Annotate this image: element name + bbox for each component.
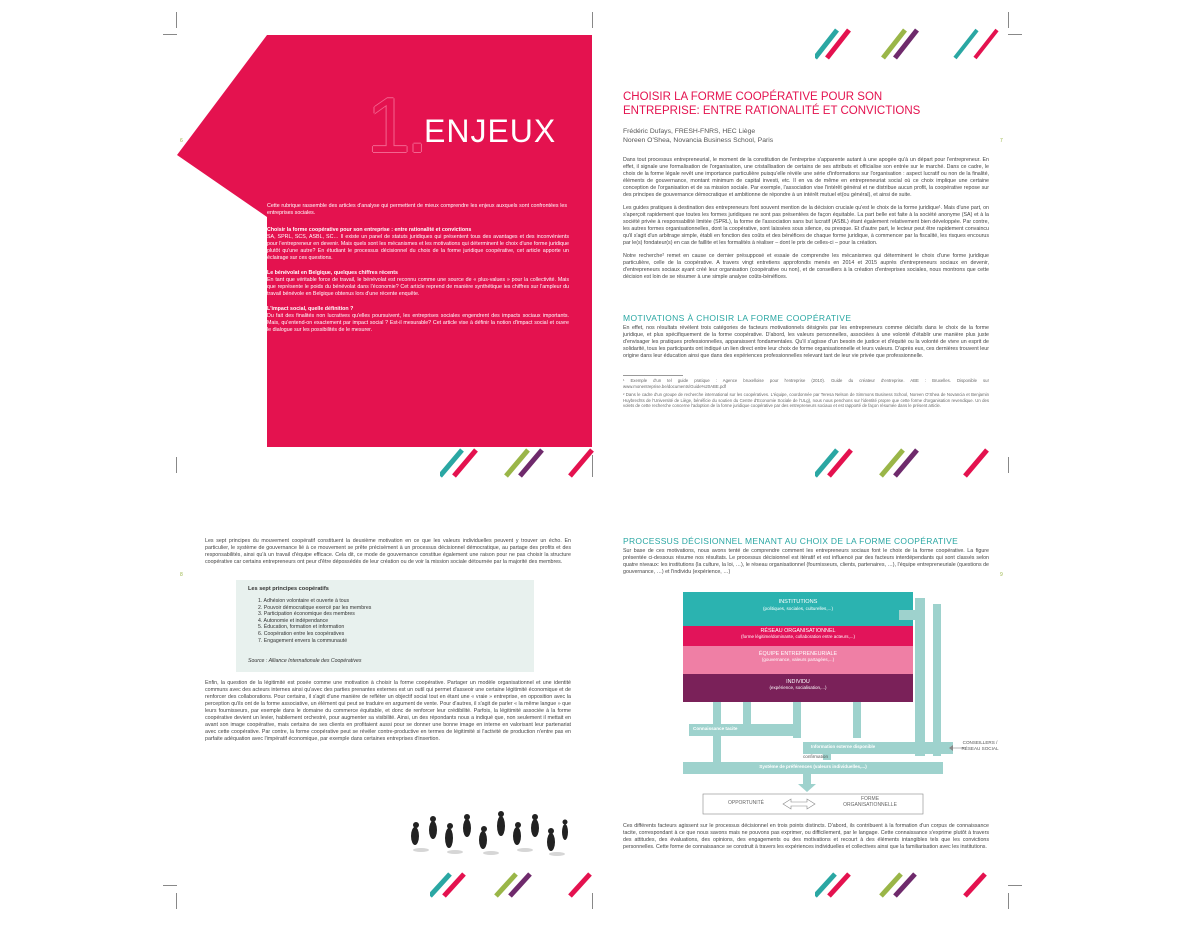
paragraph: Notre recherche² remet en cause ce dernier présupposé et essaie de comprendre les mécanismes qui déterminent le choix d'une forme juridique particulière, celle de la coopérative. A travers vingt entretiens approfondis menés en 2014 et 2015 auprès d'entrepreneurs sociaux en devenir, d'entrepreneurs sociaux ayant créé leur organisation (coopérative ou non), et de conseillers à la création d'entreprises sociales, nous montrons que cette décision est loin de se résumer à une simple analyse coûts-bénéfices. bbox=[623, 253, 989, 280]
enjeux-item-body: Du fait des finalités non lucratives qu'elles poursuivent, les entreprises sociales engendrent des impacts sociaux importants. Mais, qu'entend-on exactement par impact social ? Est-il mesurable? Cet article vise à définir la notion d'impact social et ouvre le dialogue sur les possibilités de le mesurer. bbox=[267, 313, 569, 333]
article-page-2 bbox=[177, 478, 592, 888]
page-title: ENJEUX bbox=[424, 113, 557, 149]
decision-diagram bbox=[653, 590, 999, 820]
principles-box-title: Les sept principes coopératifs bbox=[248, 586, 329, 592]
decorative-stripes-top-right bbox=[815, 28, 1015, 60]
principle-item: 7. Engagement envers la communauté bbox=[258, 637, 348, 644]
enjeux-item bbox=[267, 270, 569, 298]
author: Frédéric Dufays, FRESH-FNRS, HEC Liège bbox=[623, 128, 756, 135]
connaissance-label: Connaissance tacite bbox=[693, 726, 738, 731]
equipe-title: ÉQUIPE ENTREPRENEURIALE bbox=[758, 651, 838, 657]
principles-box bbox=[236, 580, 534, 672]
individu-sub: (expérience, socialisation,...) bbox=[769, 685, 827, 690]
opportunite-label: OPPORTUNITÉ bbox=[727, 800, 765, 806]
article-title bbox=[623, 90, 1003, 118]
crop-mark bbox=[1008, 12, 1009, 28]
article-title-line: ENTREPRISE: ENTRE RATIONALITÉ ET CONVICTIONS bbox=[623, 105, 921, 117]
paragraph: Enfin, la question de la légitimité est posée comme une motivation à choisir la forme coopérative. Partager un modèle organisationnel et une identité communs avec des acteurs internes ainsi qu'avec des parties prenantes externes est un outil qui permet d'asseoir une certaine légitimité économique et de renforcer des collaborations. Pour certains, il s'agit d'une manière de refléter un objectif social tout en étant une « vraie » entreprise, en opposition avec la perception qu'ils ont de la forme associative, un élément qui peut se traduire en argument de vente. Pour d'autres, il s'agit de parler « la même langue » que leurs fournisseurs, par exemple dans le domaine du commerce équitable, et donc de renforcer leur crédibilité. Parfois, la légitimité associée à la forme coopérative devient un levier, habilement orchestré, pour augmenter sa visibilité. Ainsi, un des répondants nous a indiqué que, non seulement il mettait en avant son image coopérative, mais certains de ses clients en profitaient aussi pour se donner une bonne image en interne en valorisant leur partenariat avec cette coopérative. Par contre, la forme coopérative peut se révéler contre-productive en termes de légitimité si l'activité de production n'entre pas en parfaite adéquation avec l'impératif économique, par exemple dans certaines entreprises d'insertion. bbox=[205, 680, 571, 742]
footnote-rule bbox=[623, 375, 683, 376]
enjeux-item-heading: Le bénévolat en Belgique, quelques chiffres récents bbox=[267, 270, 398, 276]
decorative-stripes-mid-left bbox=[440, 448, 610, 478]
principle-item: 4. Autonomie et indépendance bbox=[258, 617, 329, 624]
enjeux-intro: Cette rubrique rassemble des articles d'analyse qui permettent de mieux comprendre les enjeux auxquels sont confrontées les entreprises sociales. bbox=[267, 203, 567, 216]
principles-source: Source : Alliance Internationale des Coopératives bbox=[248, 658, 362, 664]
forme-line: FORME bbox=[860, 796, 880, 802]
paragraph: Sur base de ces motivations, nous avons tenté de comprendre comment les entrepreneurs sociaux font le choix de la forme coopérative. La figure présentée ci-dessous résume nos résultats. Le processus décisionnel est itératif et est influencé par des facteurs interdépendants qui sont classés selon quatre niveaux: les institutions (la culture, la loi, …), le réseau organisationnel (fournisseurs, clients, partenaires, …), l'équipe entrepreneuriale (questions de gouvernance, …) et l'individu (expérience, …) bbox=[623, 548, 989, 575]
principle-item: 6. Coopération entre les coopératives bbox=[258, 630, 345, 637]
forme-label bbox=[825, 796, 915, 808]
information-label: Information externe disponible bbox=[811, 744, 876, 749]
conseillers-line: RÉSEAU SOCIAL bbox=[961, 745, 999, 751]
enjeux-item bbox=[267, 227, 569, 262]
article-page-1 bbox=[593, 60, 1015, 450]
reseau-sub: (forme légitime/dominante, collaboration entre acteurs,...) bbox=[740, 634, 856, 639]
author: Noreen O'Shea, Novancia Business School, Paris bbox=[623, 137, 774, 144]
principle-item: 5. Éducation, formation et information bbox=[258, 624, 345, 631]
people-photo bbox=[405, 798, 575, 858]
equipe-sub: (gouvernance, valeurs partagées,...) bbox=[761, 657, 835, 662]
article-page-3 bbox=[593, 478, 1015, 888]
institutions-sub: (politiques, sociales, culturelles,...) bbox=[763, 606, 833, 611]
page-number-7: 7 bbox=[1000, 138, 1003, 144]
confirmation-label: confirmation bbox=[803, 754, 829, 759]
forme-line: ORGANISATIONNELLE bbox=[843, 802, 897, 808]
page-number-8: 8 bbox=[180, 572, 183, 578]
principle-item: 1. Adhésion volontaire et ouverte à tous bbox=[258, 598, 350, 604]
paragraph: Les guides pratiques à destination des entrepreneurs font souvent mention de la décision cruciale qu'est le choix de la forme juridique¹. Mais d'une part, on s'aperçoit rapidement que toutes les formes juridiques ne sont pas présentées de façon équitable. La part belle est faite à la société anonyme (SA) et à la société privée à responsabilité limitée (SPRL), la forme de l'association sans but lucratif (ASBL) étant également relativement bien développée. Par contre, les autres formes organisationnelles, dont la coopérative, sont laissées sous silence, ou presque. Et d'autre part, le lecteur peut être rapidement convaincu qu'il s'agit d'un arbitrage simple, établi en fonction des coûts et des bénéfices de chaque forme juridique, à commencer par la fiscalité, les risques encourus par le(s) fondateur(s) en cas de faillite et les formalités à réaliser – dont le prix de celles-ci – pour la création. bbox=[623, 205, 989, 246]
conseillers-line: CONSEILLERS / bbox=[962, 740, 998, 745]
principles-list bbox=[258, 598, 371, 644]
systeme-label: Système de préférences (valeurs individuelles,...) bbox=[759, 764, 867, 769]
enjeux-item-body: En tant que véritable force de travail, le bénévolat est reconnu comme une source de « plus-values » pour la collectivité. Mais que représente le poids du bénévolat dans l'économie? Cet article reprend de manière synthétique les chiffres sur l'ampleur du travail bénévole en Belgique obtenus lors d'une récente enquête. bbox=[267, 277, 569, 297]
crop-mark bbox=[176, 457, 177, 473]
section-paragraph: En effet, nos résultats révèlent trois catégories de facteurs motivationnels désignés par les entrepreneurs comme décisifs dans le choix de la forme juridique, et plus spécifiquement de la forme coopérative. D'abord, les valeurs personnelles, associées à une volonté d'établir une manière plus juste d'envisager les pratiques professionnelles, apparaissent fondamentales. Qu'il s'agisse d'un besoin de justice et d'équité ou la volonté de vivre un esprit de solidarité, tous les participants ont indiqué un lien direct entre leur choix de forme organisationnelle et leurs valeurs. D'après eux, ces dernières trouvent leur origine dans leur éducation ainsi que dans des expériences professionnelles relevant tant de leur vie privée que professionnelle. bbox=[623, 325, 989, 359]
footnote: ² Dans le cadre d'un groupe de recherche international sur les coopératives. L'équipe, coordonnée par Teresa Nelson de Simmons Business School, Noreen O'Shea de Novancia et Benjamin Huybrechts de l'Université de Liège, bénéficie du soutien du Centre d'Economie Sociale de l'ULg), nous nous penchons sur l'identité propre que cette forme d'organisation revendique. Un des volets de cette recherche concerne l'adoption de la forme juridique coopérative par des entrepreneurs sociaux et est rapporté de façon résumée dans le présent article. bbox=[623, 392, 989, 409]
institutions-title: INSTITUTIONS bbox=[778, 599, 818, 605]
crop-mark bbox=[163, 885, 177, 886]
article-body bbox=[623, 157, 989, 287]
enjeux-item-body: SA, SPRL, SCS, ASBL, SC… Il existe un panel de statuts juridiques qui présentent tous des avantages et des inconvénients pour l'entrepreneur en devenir. Mais quels sont les mécanismes et les motivations qui déterminent le choix d'une forme juridique plutôt qu'une autre? En étudiant le processus décisionnel du choix de la forme juridique coopérative, cet article apporte un éclairage sur ces questions. bbox=[267, 234, 569, 261]
section-number: 1. bbox=[367, 81, 425, 169]
section-title: MOTIVATIONS À CHOISIR LA FORME COOPÉRATIVE bbox=[623, 313, 852, 323]
enjeux-items bbox=[267, 227, 569, 334]
page-number-9: 9 bbox=[1000, 572, 1003, 578]
enjeux-item-heading: Choisir la forme coopérative pour son entreprise : entre rationalité et convictions bbox=[267, 227, 472, 233]
footnote: ¹ Exemple d'un tel guide pratique : Agence bruxelloise pour l'entreprise (2010). Guide du créateur d'entreprise. ABE : Bruxelles. Disponible sur www.monentreprise.be/documents/Guide%20ABE.pdf bbox=[623, 378, 989, 389]
enjeux-item bbox=[267, 306, 569, 334]
conseillers-label bbox=[955, 740, 1005, 751]
enjeux-page bbox=[177, 35, 592, 447]
footnotes bbox=[623, 378, 989, 409]
page-number-6: 6 bbox=[180, 138, 183, 144]
section-title: PROCESSUS DÉCISIONNEL MENANT AU CHOIX DE LA FORME COOPÉRATIVE bbox=[623, 536, 959, 546]
principle-item: 2. Pouvoir démocratique exercé par les membres bbox=[258, 604, 372, 611]
decorative-stripes-mid-right bbox=[815, 448, 1015, 478]
crop-mark bbox=[176, 893, 177, 909]
paragraph: Dans tout processus entrepreneurial, le moment de la constitution de l'entreprise s'apparente autant à une apogée qu'à un départ pour l'entrepreneur. En effet, il signale une formalisation de l'organisation, une cristallisation de certains de ses attributs et officialise son entrée sur le marché. Dans ce cadre, le choix de la forme légale revêt une importance particulière puisqu'elle révèle une série d'informations sur l'organisation : aspect lucratif ou non de la finalité, éléments de gouvernance, montant minimum de capital investi, etc. Il en va de même en entrepreneuriat social où ce choix implique une certaine conception de l'organisation et de sa mission sociale. Par exemple, l'association vise l'intérêt général et ne distribue aucun profit, la coopérative repose sur des principes de gouvernance démocratique et ambitionne de répondre à un intérêt mutuel et(ou général), et ainsi de suite. bbox=[623, 157, 989, 198]
crop-mark bbox=[176, 12, 177, 28]
reseau-title: RÉSEAU ORGANISATIONNEL bbox=[760, 628, 836, 634]
individu-title: INDIVIDU bbox=[786, 679, 810, 685]
article-title-line: CHOISIR LA FORME COOPÉRATIVE POUR SON bbox=[623, 91, 883, 103]
crop-mark bbox=[163, 34, 177, 35]
authors bbox=[623, 127, 773, 145]
paragraph: Ces différents facteurs agissent sur le processus décisionnel en trois points distincts. D'abord, ils contribuent à la formation d'un corpus de connaissance tacite, correspondant à ce que nous savons mais ne pouvons pas exprimer, ou difficilement, par le langage. Cette connaissance s'exprime plutôt à travers des attitudes, des évaluations, des opinions, des engagements ou des motivations et recourt à des éléments intangibles tels que les convictions personnelles. Cette forme de connaissance se construit à travers les expériences individuelles et collectives ainsi que la familiarisation avec les institutions. bbox=[623, 823, 989, 850]
paragraph: Les sept principes du mouvement coopératif constituent la deuxième motivation en ce que les valeurs individuelles peuvent y trouver un écho. En particulier, le système de gouvernance lié à ce mouvement se prête précisément à un processus décisionnel démocratique, au partage des profits et des responsabilités, ainsi qu'à un travail d'équipe efficace. Cela dit, ce mode de gouvernance constitue également une raison pour ne pas choisir la structure coopérative car certains entrepreneurs ont peur d'être dépossédés de leur création ou de voir la mission sociale détournée par la majorité des membres. bbox=[205, 538, 571, 565]
enjeux-item-heading: L'impact social, quelle définition ? bbox=[267, 306, 354, 312]
crop-mark bbox=[592, 12, 593, 28]
diagram-arrows bbox=[653, 590, 973, 820]
principle-item: 3. Participation économique des membres bbox=[258, 611, 355, 618]
